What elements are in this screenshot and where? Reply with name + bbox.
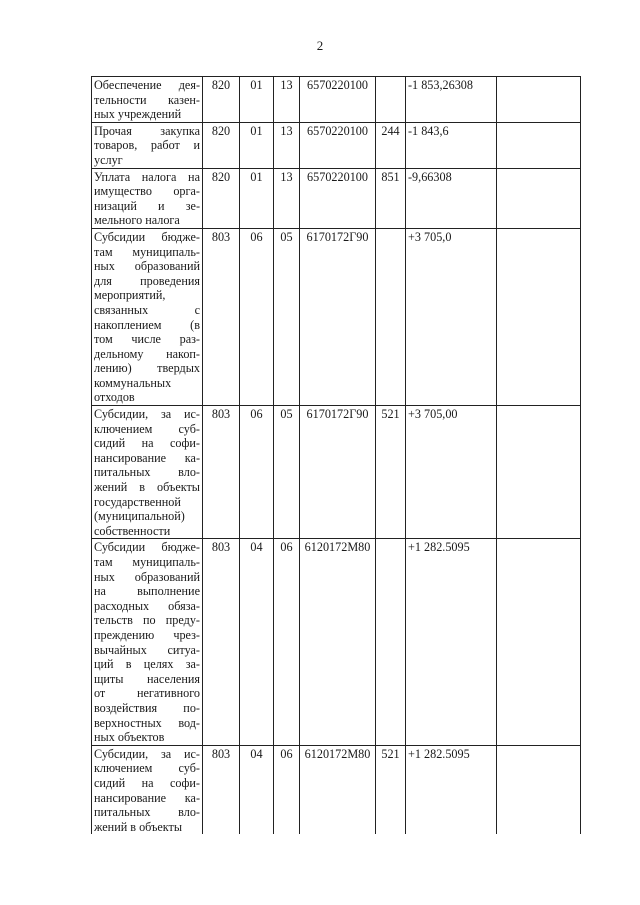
description-line: накоплением (в	[94, 317, 200, 332]
description-line: отходов	[94, 390, 135, 405]
description-line: коммунальных	[94, 375, 172, 390]
target-article-cell: 6120172М80	[300, 745, 376, 834]
table-row	[92, 122, 581, 168]
description-line: ных образований	[94, 259, 200, 274]
description-line: щиты населения	[94, 671, 200, 686]
description-line: Уплата налога на	[94, 169, 200, 184]
dept-code-cell: 820	[203, 77, 240, 123]
description-line: связанных с	[94, 302, 200, 317]
description-line: ключением суб-	[94, 421, 200, 436]
expense-type-cell	[376, 228, 406, 405]
section-code-cell: 04	[240, 745, 274, 834]
description-line: собственности	[94, 523, 171, 538]
amount-cell: -1 843,6	[406, 122, 497, 168]
section-code-cell: 06	[240, 406, 274, 539]
table-row	[92, 406, 581, 539]
description-line: Прочая закупка	[94, 123, 200, 138]
description-line: Субсидии, за ис-	[94, 407, 200, 422]
dept-code-cell: 820	[203, 122, 240, 168]
expense-type-cell: 851	[376, 168, 406, 228]
subsection-code-cell: 13	[274, 122, 300, 168]
section-code-cell: 06	[240, 228, 274, 405]
description-line: на выполнение	[94, 584, 200, 599]
table-row	[92, 228, 581, 405]
description-line: сидий на софи-	[94, 775, 200, 790]
description-line: Обеспечение дея-	[94, 78, 200, 92]
description-line: сидий на софи-	[94, 436, 200, 451]
empty-cell	[497, 539, 581, 745]
description-line: там муниципаль-	[94, 244, 200, 259]
row-description	[92, 77, 203, 123]
empty-cell	[497, 77, 581, 123]
row-description	[92, 228, 203, 405]
target-article-cell: 6120172М80	[300, 539, 376, 745]
amount-cell: +1 282.5095	[406, 539, 497, 745]
target-article-cell: 6570220100	[300, 168, 376, 228]
amount-cell: -9,66308	[406, 168, 497, 228]
description-line: государственной	[94, 494, 181, 509]
page-number: 2	[316, 38, 324, 53]
row-description	[92, 168, 203, 228]
description-line: мельного налога	[94, 213, 180, 228]
description-line: воздействия по-	[94, 700, 200, 715]
empty-cell	[497, 406, 581, 539]
description-line: услуг	[94, 152, 123, 167]
description-line: товаров, работ и	[94, 138, 200, 153]
table-row	[92, 539, 581, 745]
description-line: мероприятий,	[94, 288, 166, 303]
dept-code-cell: 803	[203, 406, 240, 539]
section-code-cell: 01	[240, 77, 274, 123]
dept-code-cell: 820	[203, 168, 240, 228]
amount-cell: +3 705,0	[406, 228, 497, 405]
amount-cell: +3 705,00	[406, 406, 497, 539]
description-line: тельности казен-	[94, 92, 200, 107]
description-line: ций в целях за-	[94, 657, 200, 672]
description-line: жений в объекты	[94, 480, 200, 495]
description-line: тельств по преду-	[94, 613, 200, 628]
target-article-cell: 6170172Г90	[300, 228, 376, 405]
description-line: расходных обяза-	[94, 598, 200, 613]
description-line: том числе раз-	[94, 332, 200, 347]
amount-cell: +1 282.5095	[406, 745, 497, 834]
expense-type-cell: 521	[376, 745, 406, 834]
description-line: ключением суб-	[94, 761, 200, 776]
description-line: ных учреждений	[94, 107, 182, 122]
target-article-cell: 6570220100	[300, 77, 376, 123]
empty-cell	[497, 122, 581, 168]
expense-type-cell	[376, 77, 406, 123]
table-row	[92, 77, 581, 123]
expense-type-cell: 521	[376, 406, 406, 539]
subsection-code-cell: 13	[274, 77, 300, 123]
row-description	[92, 539, 203, 745]
description-line: преждению чрез-	[94, 627, 200, 642]
row-description	[92, 745, 203, 834]
description-line: для проведения	[94, 273, 200, 288]
section-code-cell: 04	[240, 539, 274, 745]
description-line: Субсидии бюдже-	[94, 229, 200, 244]
dept-code-cell: 803	[203, 745, 240, 834]
table-row	[92, 745, 581, 834]
description-line: ных образований	[94, 569, 200, 584]
row-description	[92, 122, 203, 168]
description-line: ных объектов	[94, 730, 165, 745]
description-line: вычайных ситуа-	[94, 642, 200, 657]
description-line: лению) твердых	[94, 361, 200, 376]
description-line: Субсидии бюдже-	[94, 540, 200, 555]
subsection-code-cell: 06	[274, 745, 300, 834]
description-line: дельному накоп-	[94, 346, 200, 361]
empty-cell	[497, 745, 581, 834]
table-row	[92, 168, 581, 228]
target-article-cell: 6570220100	[300, 122, 376, 168]
section-code-cell: 01	[240, 122, 274, 168]
row-description	[92, 406, 203, 539]
description-line: там муниципаль-	[94, 555, 200, 569]
amount-cell: -1 853,26308	[406, 77, 497, 123]
target-article-cell: 6170172Г90	[300, 406, 376, 539]
subsection-code-cell: 13	[274, 168, 300, 228]
dept-code-cell: 803	[203, 228, 240, 405]
description-line: имущество орга-	[94, 184, 200, 199]
description-line: питальных вло-	[94, 805, 200, 820]
subsection-code-cell: 05	[274, 406, 300, 539]
budget-table	[91, 76, 581, 834]
subsection-code-cell: 05	[274, 228, 300, 405]
dept-code-cell: 803	[203, 539, 240, 745]
empty-cell	[497, 168, 581, 228]
description-line: питальных вло-	[94, 465, 200, 480]
subsection-code-cell: 06	[274, 539, 300, 745]
description-line: низаций и зе-	[94, 198, 200, 213]
empty-cell	[497, 228, 581, 405]
description-line: жений в объекты	[94, 819, 183, 834]
expense-type-cell	[376, 539, 406, 745]
expense-type-cell: 244	[376, 122, 406, 168]
section-code-cell: 01	[240, 168, 274, 228]
description-line: нансирование ка-	[94, 790, 200, 805]
description-line: Субсидии, за ис-	[94, 746, 200, 761]
description-line: от негативного	[94, 686, 200, 701]
description-line: (муниципальной)	[94, 509, 185, 524]
description-line: верхностных вод-	[94, 715, 200, 730]
description-line: нансирование ка-	[94, 450, 200, 465]
